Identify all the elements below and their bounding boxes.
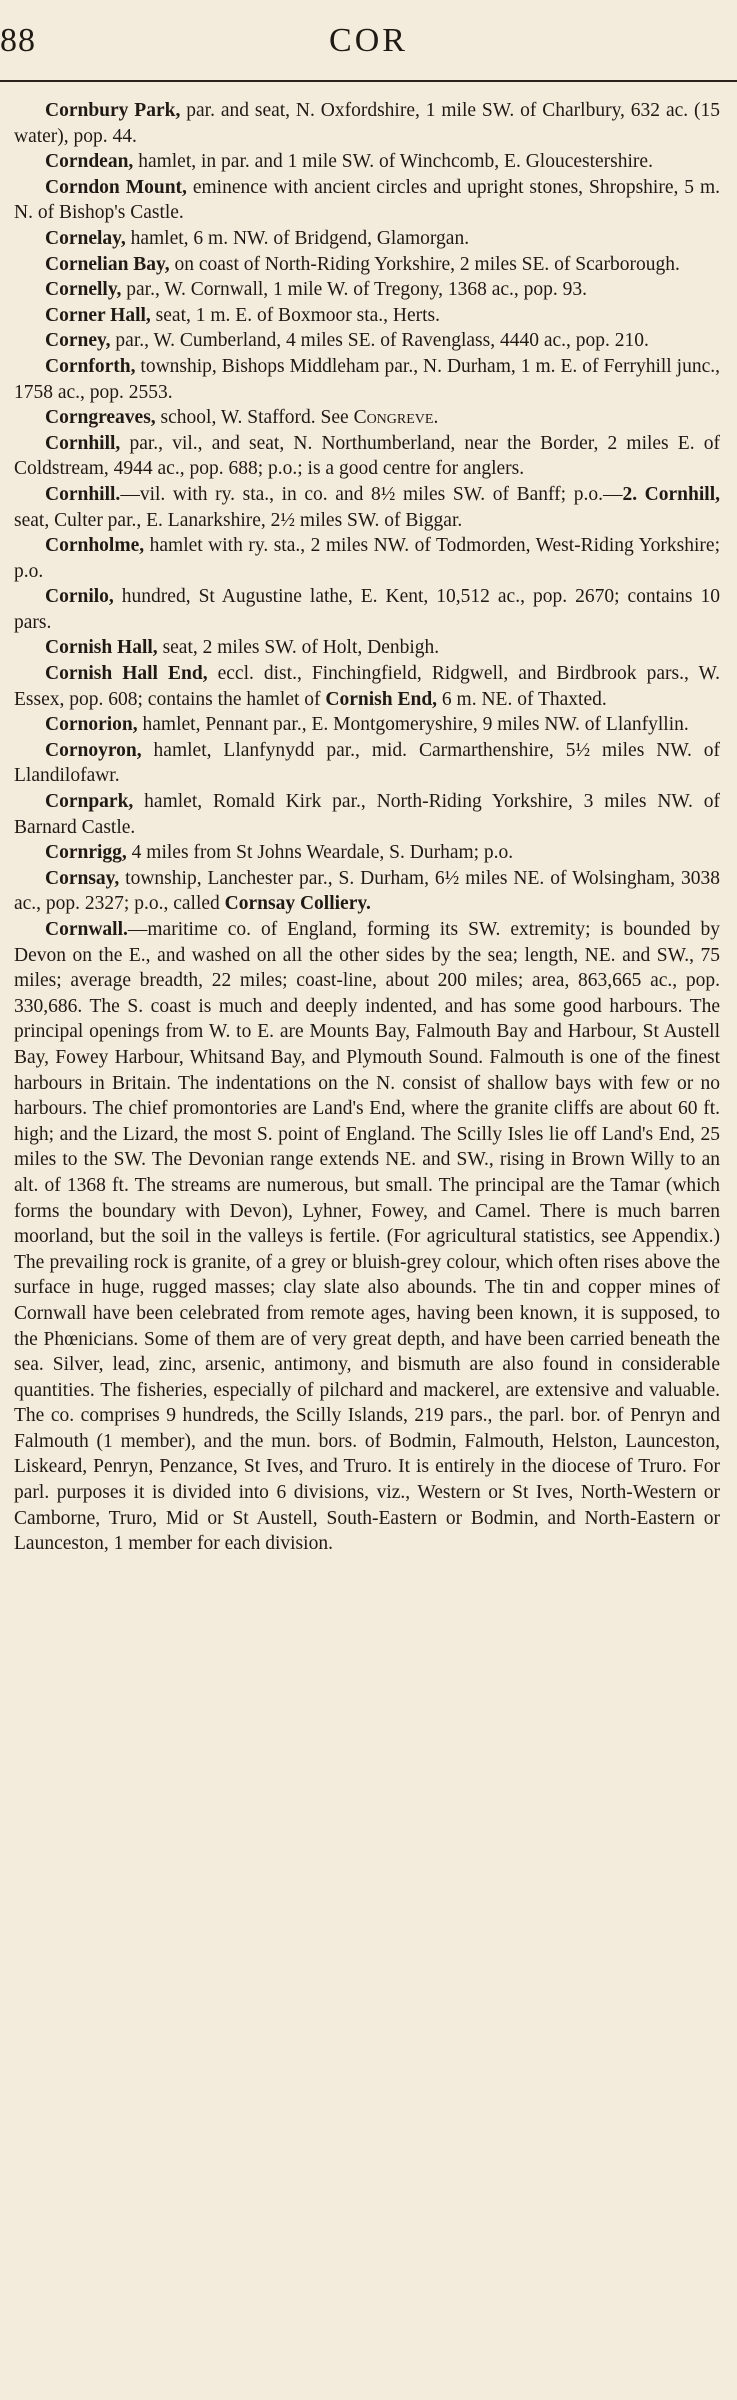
entry-headword: Cornrigg, xyxy=(45,842,127,864)
gazetteer-entry xyxy=(14,866,720,917)
entry-text: par. and seat, N. Oxfordshire, 1 mile SW. of Charlbury, 632 ac. (15 water), pop. 44. xyxy=(14,100,720,147)
entry-text: hamlet with ry. sta., 2 miles NW. of Todmorden, West-Riding Yorkshire; p.o. xyxy=(14,535,720,582)
gazetteer-entry xyxy=(14,738,720,789)
entry-text: eminence with ancient circles and upright stones, Shropshire, 5 m. N. of Bishop's Castle. xyxy=(14,176,720,224)
entry-headword: Corner Hall, xyxy=(45,304,151,326)
entry-text: par., W. Cornwall, 1 mile W. of Tregony, 1368 ac., pop. 93. xyxy=(121,279,588,301)
page-header xyxy=(0,0,737,82)
gazetteer-entry xyxy=(14,98,720,149)
entry-text: par., W. Cumberland, 4 miles SE. of Ravenglass, 4440 ac., pop. 210. xyxy=(110,330,649,352)
entry-text: hundred, St Augustine lathe, E. Kent, 10,512 ac., pop. 2670; contains 10 pars. xyxy=(14,586,720,633)
entry-text: hamlet, Pennant par., E. Montgomeryshire, 9 miles NW. of Llanfyllin. xyxy=(137,714,689,736)
gazetteer-entry xyxy=(14,712,720,738)
gazetteer-entry xyxy=(14,277,720,303)
gazetteer-entry xyxy=(14,175,720,226)
entry-headword: Cornish Hall End, xyxy=(45,663,208,685)
entry-headword: Cornish Hall, xyxy=(45,637,158,659)
entry-headword: Cornilo, xyxy=(45,586,114,608)
entry-headword: Cornwall. xyxy=(45,919,128,940)
entry-sub-headword: 2. Cornhill, xyxy=(622,483,720,505)
entry-sub-text: 6 m. NE. of Thaxted. xyxy=(437,688,607,710)
entry-headword: Cornhill, xyxy=(45,432,121,454)
entry-text: seat, 2 miles SW. of Holt, Denbigh. xyxy=(157,637,440,659)
gazetteer-entry xyxy=(14,226,720,252)
entry-text: —vil. with ry. sta., in co. and 8½ miles SW. of Banff; p.o.— xyxy=(120,483,623,505)
gazetteer-entry xyxy=(14,303,720,329)
entry-cross-reference: Congreve. xyxy=(353,407,439,429)
entry-text: hamlet, 6 m. NW. of Bridgend, Glamorgan. xyxy=(125,227,470,249)
entry-headword: Cornorion, xyxy=(45,714,138,736)
entry-text: hamlet, Romald Kirk par., North-Riding Yorkshire, 3 miles NW. of Barnard Castle. xyxy=(14,791,720,838)
page-number: 88 xyxy=(0,22,36,59)
entry-text: —maritime co. of England, forming its SW. extremity; is bounded by Devon on the E., and washed on all the other sides by the sea; length, NE. and SW., 75 miles; average breadth, 22 miles; coast-line, about 200 miles; area, 863,665 ac., pop. 330,686. The S. coast is much and deeply indented, and has some good harbours. The principal openings from W. to E. are Mounts Bay, Falmouth Bay and Harbour, St Austell Bay, Fowey Harbour, Whitsand Bay, and Plymouth Sound. Falmouth is one of the finest harbours in Britain. The indentations on the N. consist of shallow bays with few or no harbours. The chief promontories are Land's End, where the granite cliffs are about 60 ft. high; and the Lizard, the most S. point of England. The Scilly Isles lie off Land's End, 25 miles to the SW. The Devonian range extends NE. and SW., rising in Brown Willy to an alt. of 1368 ft. The streams are numerous, but small. The principal are the Tamar (which forms the boundary with Devon), Lyhner, Fowey, and Camel. There is much barren moorland, but the soil in the valleys is fertile. (For agricultural statistics, see Appendix.) The prevailing rock is granite, of a grey or bluish-grey colour, which often rises above the surface in huge, rugged masses; clay slate also abounds. The tin and copper mines of Cornwall have been celebrated from remote ages, having been known, it is supposed, to the Phœnicians. Some of them are of very great depth, and have been carried beneath the sea. Silver, lead, zinc, arsenic, antimony, and bismuth are also found in considerable quantities. The fisheries, especially of pilchard and mackerel, are extensive and valuable. The co. comprises 9 hundreds, the Scilly Islands, 219 pars., the parl. bor. of Penryn and Falmouth (1 member), and the mun. bors. of Bodmin, Falmouth, Helston, Launceston, Liskeard, Penryn, Penzance, St Ives, and Truro. It is entirely in the diocese of Truro. For parl. purposes it is divided into 6 divisions, viz., Western or St Ives, North-Western or Camborne, Truro, Mid or St Austell, South-Eastern or Bodmin, and North-Eastern or Launceston, 1 member for each division. xyxy=(14,919,720,1555)
entry-text: 4 miles from St Johns Weardale, S. Durham; p.o. xyxy=(126,842,514,864)
entry-headword: Cornoyron, xyxy=(45,739,142,761)
entry-headword: Cornelly, xyxy=(45,279,122,301)
entry-sub-headword: Cornish End, xyxy=(325,688,438,710)
gazetteer-entry xyxy=(14,917,720,1557)
entry-headword: Cornpark, xyxy=(45,791,134,813)
entry-headword: Cornforth, xyxy=(45,355,136,377)
gazetteer-entry xyxy=(14,584,720,635)
entry-text: township, Bishops Middleham par., N. Durham, 1 m. E. of Ferryhill junc., 1758 ac., pop. 2553. xyxy=(14,355,720,403)
running-head: COR xyxy=(329,22,408,59)
gazetteer-entry xyxy=(14,252,720,278)
entry-headword: Cornelay, xyxy=(45,227,126,249)
entry-text: on coast of North-Riding Yorkshire, 2 miles SE. of Scarborough. xyxy=(169,253,680,275)
gazetteer-entry xyxy=(14,431,720,482)
entry-text: eccl. dist., Finchingfield, Ridgwell, and Birdbrook pars., W. Essex, pop. 608; contains the hamlet of xyxy=(14,663,720,710)
gazetteer-entries xyxy=(14,98,720,1557)
entry-sub-headword: Cornsay Colliery. xyxy=(224,893,371,915)
gazetteer-entry xyxy=(14,635,720,661)
entry-headword: Cornsay, xyxy=(45,867,120,889)
entry-headword: Corney, xyxy=(45,330,111,352)
gazetteer-entry xyxy=(14,149,720,175)
entry-headword: Cornbury Park, xyxy=(45,100,181,121)
gazetteer-entry xyxy=(14,354,720,405)
gazetteer-entry xyxy=(14,661,720,712)
gazetteer-entry xyxy=(14,840,720,866)
gazetteer-entry xyxy=(14,789,720,840)
entry-headword: Cornhill. xyxy=(45,483,121,505)
gazetteer-entry xyxy=(14,533,720,584)
entry-headword: Corndon Mount, xyxy=(45,176,187,198)
entry-headword: Corngreaves, xyxy=(45,407,156,429)
gazetteer-entry xyxy=(14,328,720,354)
entry-text: township, Lanchester par., S. Durham, 6½ miles NE. of Wolsingham, 3038 ac., pop. 2327; p.o., called xyxy=(14,867,720,915)
gazetteer-entry xyxy=(14,482,720,533)
entry-text: par., vil., and seat, N. Northumberland, near the Border, 2 miles E. of Coldstream, 4944 ac., pop. 688; p.o.; is a good centre for anglers. xyxy=(14,432,720,480)
entry-text: hamlet, in par. and 1 mile SW. of Winchcomb, E. Gloucestershire. xyxy=(133,151,653,173)
entry-text: seat, 1 m. E. of Boxmoor sta., Herts. xyxy=(150,304,441,326)
entry-headword: Cornelian Bay, xyxy=(45,253,170,275)
entry-sub-text: seat, Culter par., E. Lanarkshire, 2½ miles SW. of Biggar. xyxy=(14,509,463,531)
gazetteer-entry xyxy=(14,405,720,431)
entry-headword: Corndean, xyxy=(45,151,134,173)
entry-text: hamlet, Llanfynydd par., mid. Carmarthenshire, 5½ miles NW. of Llandilofawr. xyxy=(14,739,720,787)
entry-headword: Cornholme, xyxy=(45,535,145,557)
entry-text: school, W. Stafford. See xyxy=(155,407,354,429)
